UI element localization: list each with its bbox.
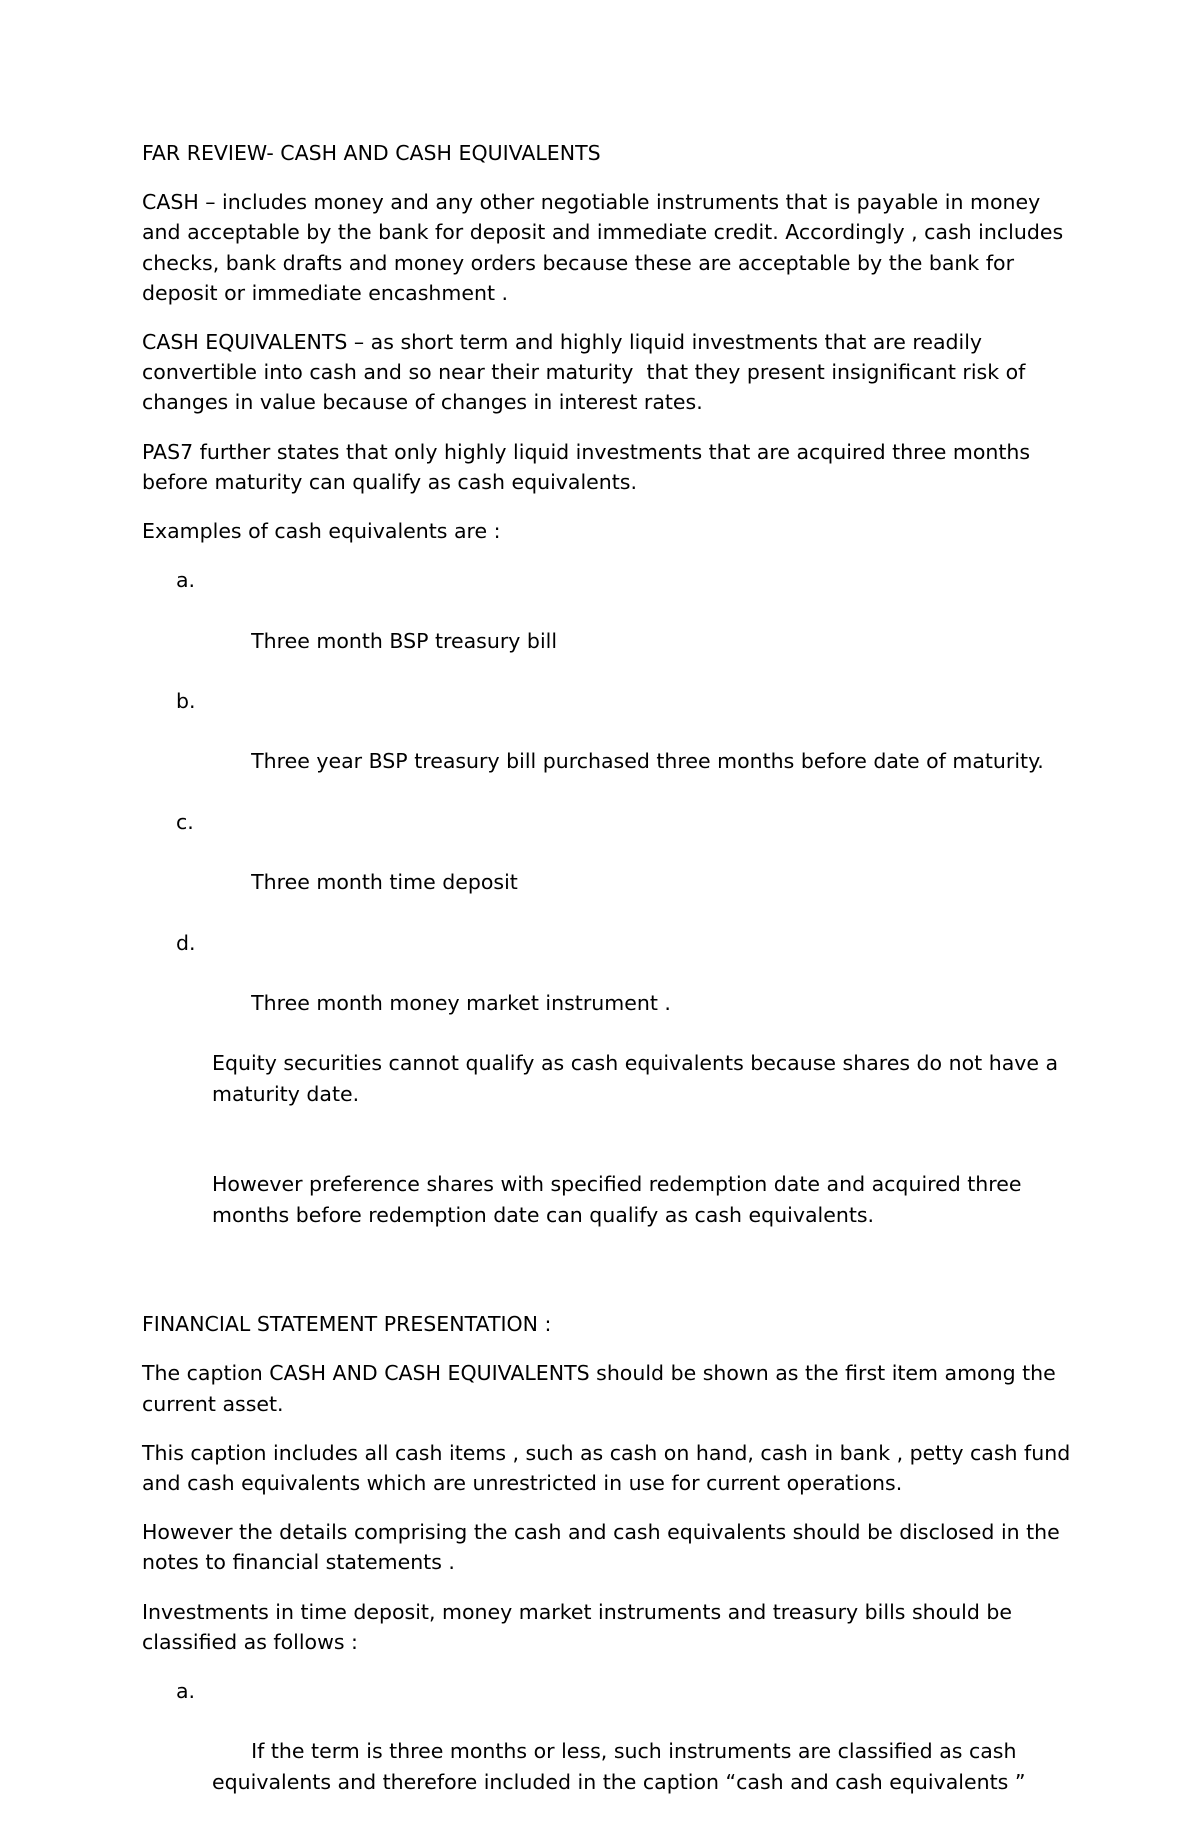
document-page bbox=[142, 138, 1077, 1846]
list-marker: d. bbox=[176, 930, 196, 955]
list-item bbox=[142, 807, 1072, 928]
list-item-text: Three month BSP treasury bill bbox=[251, 628, 558, 653]
list-item-text: Three month time deposit bbox=[251, 870, 518, 895]
list-item-text: Three year BSP treasury bill purchased three months before date of maturity. bbox=[251, 749, 1044, 774]
list-item-text: Three month money market instrument . bbox=[251, 991, 671, 1016]
preference-note: However preference shares with specified redemption date and acquired three months before redemption date can qualify as cash equivalents. bbox=[212, 1172, 1029, 1227]
list-item-text: If the term is three months or less, such instruments are classified as cash equivalents and therefore included in the caption “cash and cash equivalents ” bbox=[212, 1739, 1026, 1794]
list-item bbox=[142, 565, 1072, 686]
cash-definition: CASH – includes money and any other negotiable instruments that is payable in money and acceptable by the bank for deposit and immediate credit. Accordingly , cash includes checks, bank drafts and money orders because these are acceptable by the bank for deposit or immediate encashment . bbox=[142, 190, 1070, 305]
pas7-paragraph: PAS7 further states that only highly liquid investments that are acquired three months before maturity can qualify as cash equivalents. bbox=[142, 439, 1037, 494]
list-item bbox=[142, 686, 1072, 807]
list-item bbox=[142, 928, 1072, 1290]
list-marker: b. bbox=[176, 689, 196, 714]
list-marker: c. bbox=[176, 809, 194, 834]
list-item bbox=[142, 1676, 1072, 1827]
list-marker: a. bbox=[176, 568, 196, 593]
cash-equivalents-definition: CASH EQUIVALENTS – as short term and highly liquid investments that are readily convertible into cash and so near their maturity that they present insignificant risk of changes in value because of changes in interest rates. bbox=[142, 330, 1032, 415]
list-marker: a. bbox=[176, 1678, 196, 1703]
document-title: FAR REVIEW- CASH AND CASH EQUIVALENTS bbox=[142, 141, 601, 165]
examples-list bbox=[142, 565, 1072, 1290]
fs-presentation-heading: FINANCIAL STATEMENT PRESENTATION : bbox=[142, 1312, 552, 1337]
includes-paragraph: This caption includes all cash items , such as cash on hand, cash in bank , petty cash fund and cash equivalents which are unrestricted in use for current operations. bbox=[142, 1440, 1077, 1495]
details-paragraph: However the details comprising the cash and cash equivalents should be disclosed in the notes to financial statements . bbox=[142, 1520, 1067, 1575]
investments-paragraph: Investments in time deposit, money market instruments and treasury bills should be classified as follows : bbox=[142, 1599, 1019, 1654]
classification-list bbox=[142, 1676, 1072, 1827]
equity-note: Equity securities cannot qualify as cash equivalents because shares do not have a maturity date. bbox=[212, 1051, 1065, 1106]
caption-paragraph: The caption CASH AND CASH EQUIVALENTS should be shown as the first item among the current asset. bbox=[142, 1361, 1063, 1416]
examples-intro: Examples of cash equivalents are : bbox=[142, 519, 501, 544]
